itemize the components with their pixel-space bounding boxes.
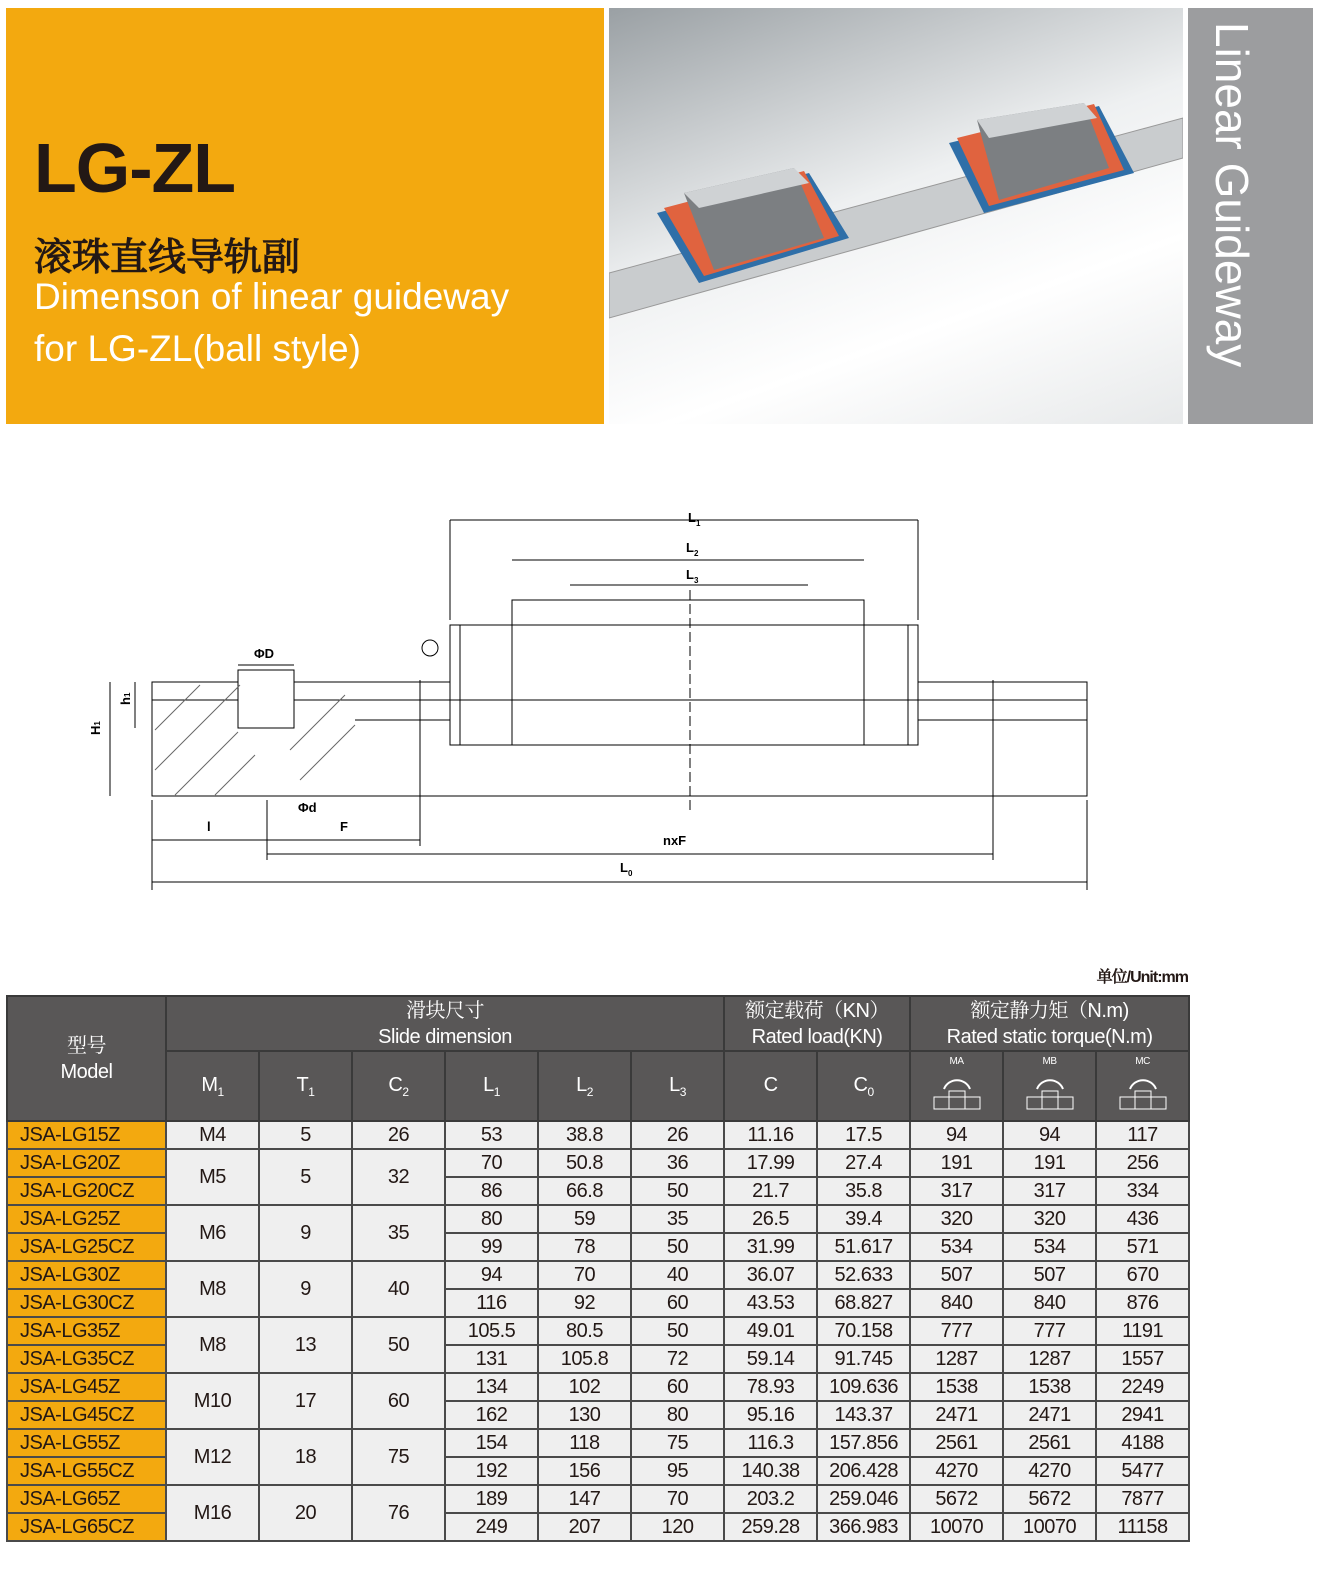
table-row [7,1485,1189,1513]
mb-cell: 2561 [1003,1429,1096,1457]
rated-load-header: 额定载荷（KN） Rated load(KN) [724,996,910,1051]
column-header-MC [1096,1051,1189,1121]
ma-cell: 2561 [910,1429,1003,1457]
mb-cell: 94 [1003,1121,1096,1149]
mc-cell: 7877 [1096,1485,1189,1513]
ma-cell: 1538 [910,1373,1003,1401]
ma-cell: 840 [910,1289,1003,1317]
c0-cell: 27.4 [817,1149,910,1177]
mc-cell: 571 [1096,1233,1189,1261]
mb-cell: 2471 [1003,1401,1096,1429]
c0-cell: 35.8 [817,1177,910,1205]
m1-cell: M4 [166,1121,259,1149]
mb-cell: 317 [1003,1177,1096,1205]
l2-cell: 66.8 [538,1177,631,1205]
c-cell: 78.93 [724,1373,817,1401]
t1-cell: 17 [259,1373,352,1429]
l1-cell: 162 [445,1401,538,1429]
model-cell: JSA-LG55CZ [7,1457,166,1485]
c-cell: 59.14 [724,1345,817,1373]
mb-cell: 1538 [1003,1373,1096,1401]
model-cell: JSA-LG45Z [7,1373,166,1401]
c2-cell: 50 [352,1317,445,1373]
t1-cell: 5 [259,1149,352,1205]
c2-cell: 32 [352,1149,445,1205]
c-cell: 43.53 [724,1289,817,1317]
l1-cell: 105.5 [445,1317,538,1345]
c0-cell: 70.158 [817,1317,910,1345]
c2-cell: 35 [352,1205,445,1261]
l3-cell: 120 [631,1513,724,1541]
c2-cell: 26 [352,1121,445,1149]
mb-cell: 840 [1003,1289,1096,1317]
l3-cell: 60 [631,1289,724,1317]
l1-cell: 86 [445,1177,538,1205]
m1-cell: M5 [166,1149,259,1205]
column-header-C: C [724,1051,817,1121]
column-header-T1: $T_1$ [259,1051,352,1121]
l3-cell: 50 [631,1177,724,1205]
column-header-L3: $L_3$ [631,1051,724,1121]
l3-cell: 50 [631,1317,724,1345]
l2-cell: 50.8 [538,1149,631,1177]
mb-cell: 191 [1003,1149,1096,1177]
model-cell: JSA-LG35Z [7,1317,166,1345]
m1-cell: M8 [166,1261,259,1317]
model-header: 型号 Model [7,996,166,1121]
ma-cell: 320 [910,1205,1003,1233]
l3-cell: 36 [631,1149,724,1177]
l1-cell: 99 [445,1233,538,1261]
mc-cell: 334 [1096,1177,1189,1205]
c0-cell: 259.046 [817,1485,910,1513]
l2-cell: 156 [538,1457,631,1485]
unit-label: 单位/Unit:mm [1096,969,1188,986]
table-row [7,1149,1189,1177]
mc-cell: 4188 [1096,1429,1189,1457]
table-row [7,1429,1189,1457]
label-h1: h1 [118,692,133,705]
label-L2: $L_2$ [686,540,699,558]
ma-cell: 5672 [910,1485,1003,1513]
l3-cell: 70 [631,1485,724,1513]
model-cell: JSA-LG25CZ [7,1233,166,1261]
c0-cell: 39.4 [817,1205,910,1233]
model-cell: JSA-LG20Z [7,1149,166,1177]
c2-cell: 76 [352,1485,445,1541]
label-nxF: nxF [663,833,687,848]
l1-cell: 94 [445,1261,538,1289]
column-header-L2: $L_2$ [538,1051,631,1121]
t1-cell: 18 [259,1429,352,1485]
dimension-drawing [0,480,1317,910]
mc-cell: 2941 [1096,1401,1189,1429]
torque-label: MC [1135,1055,1150,1067]
m1-cell: M16 [166,1485,259,1541]
l1-cell: 192 [445,1457,538,1485]
c0-cell: 157.856 [817,1429,910,1457]
mc-cell: 5477 [1096,1457,1189,1485]
m1-cell: M8 [166,1317,259,1373]
label-F: F [340,819,348,834]
ma-cell: 1287 [910,1345,1003,1373]
torque-direction-icon [1015,1067,1085,1111]
l2-cell: 130 [538,1401,631,1429]
c0-cell: 17.5 [817,1121,910,1149]
column-header-M1: $M_1$ [166,1051,259,1121]
model-cell: JSA-LG20CZ [7,1177,166,1205]
c-cell: 11.16 [724,1121,817,1149]
t1-cell: 9 [259,1261,352,1317]
torque-direction-icon [922,1067,992,1111]
l3-cell: 80 [631,1401,724,1429]
rated-torque-header: 额定静力矩（N.m) Rated static torque(N.m) [910,996,1189,1051]
torque-direction-icon [1108,1067,1178,1111]
subtitle-line1: Dimenson of linear guideway [34,276,510,317]
l1-cell: 134 [445,1373,538,1401]
torque-label: MB [1042,1055,1057,1067]
label-L0: $L_0$ [620,860,633,878]
mc-cell: 1557 [1096,1345,1189,1373]
model-cell: JSA-LG30CZ [7,1289,166,1317]
ma-cell: 777 [910,1317,1003,1345]
c-cell: 31.99 [724,1233,817,1261]
c-cell: 95.16 [724,1401,817,1429]
m1-cell: M10 [166,1373,259,1429]
l1-cell: 53 [445,1121,538,1149]
c-cell: 140.38 [724,1457,817,1485]
ma-cell: 507 [910,1261,1003,1289]
c0-cell: 366.983 [817,1513,910,1541]
l3-cell: 95 [631,1457,724,1485]
mb-cell: 320 [1003,1205,1096,1233]
model-cell: JSA-LG45CZ [7,1401,166,1429]
title-banner [6,8,604,424]
model-cell: JSA-LG30Z [7,1261,166,1289]
mb-cell: 507 [1003,1261,1096,1289]
c0-cell: 52.633 [817,1261,910,1289]
l3-cell: 35 [631,1205,724,1233]
l1-cell: 116 [445,1289,538,1317]
mb-cell: 10070 [1003,1513,1096,1541]
mc-cell: 2249 [1096,1373,1189,1401]
guideway-illustration [609,8,1183,424]
mc-cell: 436 [1096,1205,1189,1233]
c2-cell: 60 [352,1373,445,1429]
ma-cell: 191 [910,1149,1003,1177]
torque-label: MA [949,1055,964,1067]
l2-cell: 105.8 [538,1345,631,1373]
c0-cell: 143.37 [817,1401,910,1429]
model-cell: JSA-LG25Z [7,1205,166,1233]
c0-cell: 206.428 [817,1457,910,1485]
l1-cell: 131 [445,1345,538,1373]
side-label: Linear Guideway [1206,22,1258,368]
model-cell: JSA-LG65CZ [7,1513,166,1541]
c-cell: 116.3 [724,1429,817,1457]
l2-cell: 59 [538,1205,631,1233]
model-cell: JSA-LG65Z [7,1485,166,1513]
column-header-C0: $C_0$ [817,1051,910,1121]
l2-cell: 80.5 [538,1317,631,1345]
mb-cell: 777 [1003,1317,1096,1345]
l2-cell: 207 [538,1513,631,1541]
l1-cell: 189 [445,1485,538,1513]
model-cell: JSA-LG55Z [7,1429,166,1457]
c-cell: 21.7 [724,1177,817,1205]
l2-cell: 92 [538,1289,631,1317]
l3-cell: 50 [631,1233,724,1261]
l2-cell: 78 [538,1233,631,1261]
l1-cell: 80 [445,1205,538,1233]
label-L1: $L_1$ [688,510,701,528]
m1-cell: M6 [166,1205,259,1261]
column-header-C2: $C_2$ [352,1051,445,1121]
l2-cell: 38.8 [538,1121,631,1149]
c-cell: 26.5 [724,1205,817,1233]
ma-cell: 10070 [910,1513,1003,1541]
label-phiD: ΦD [254,646,275,661]
table-row [7,1317,1189,1345]
l1-cell: 249 [445,1513,538,1541]
label-l: l [207,819,211,834]
ma-cell: 94 [910,1121,1003,1149]
l2-cell: 70 [538,1261,631,1289]
column-header-MB [1003,1051,1096,1121]
l1-cell: 154 [445,1429,538,1457]
l1-cell: 70 [445,1149,538,1177]
l2-cell: 102 [538,1373,631,1401]
column-header-MA [910,1051,1003,1121]
l3-cell: 75 [631,1429,724,1457]
c-cell: 17.99 [724,1149,817,1177]
mb-cell: 1287 [1003,1345,1096,1373]
c-cell: 36.07 [724,1261,817,1289]
mb-cell: 4270 [1003,1457,1096,1485]
table-row [7,1121,1189,1149]
c0-cell: 109.636 [817,1373,910,1401]
t1-cell: 9 [259,1205,352,1261]
mb-cell: 5672 [1003,1485,1096,1513]
label-H1: H1 [88,721,103,735]
m1-cell: M12 [166,1429,259,1485]
table-row [7,1373,1189,1401]
mc-cell: 117 [1096,1121,1189,1149]
c0-cell: 51.617 [817,1233,910,1261]
model-cell: JSA-LG35CZ [7,1345,166,1373]
ma-cell: 4270 [910,1457,1003,1485]
l3-cell: 72 [631,1345,724,1373]
spec-table [6,995,1190,1542]
l3-cell: 26 [631,1121,724,1149]
label-L3: $L_3$ [686,567,699,585]
label-phid: Φd [298,800,317,815]
c2-cell: 75 [352,1429,445,1485]
slider-block-right [949,103,1134,213]
c-cell: 203.2 [724,1485,817,1513]
column-header-L1: $L_1$ [445,1051,538,1121]
mc-cell: 670 [1096,1261,1189,1289]
block-body [450,625,918,745]
l2-cell: 147 [538,1485,631,1513]
block-top [512,600,864,625]
mb-cell: 534 [1003,1233,1096,1261]
l3-cell: 40 [631,1261,724,1289]
table-row [7,1261,1189,1289]
slide-dimension-header: 滑块尺寸 Slide dimension [166,996,724,1051]
c-cell: 49.01 [724,1317,817,1345]
product-title: LG-ZL [34,129,236,207]
t1-cell: 5 [259,1121,352,1149]
mc-cell: 876 [1096,1289,1189,1317]
table-row [7,1205,1189,1233]
product-title-cn: 滚珠直线导轨副 [34,235,301,279]
subtitle-line2: for LG-ZL(ball style) [34,328,361,369]
grease-nipple [422,640,438,656]
l3-cell: 60 [631,1373,724,1401]
t1-cell: 13 [259,1317,352,1373]
ma-cell: 534 [910,1233,1003,1261]
c0-cell: 68.827 [817,1289,910,1317]
c0-cell: 91.745 [817,1345,910,1373]
mc-cell: 11158 [1096,1513,1189,1541]
c2-cell: 40 [352,1261,445,1317]
ma-cell: 317 [910,1177,1003,1205]
c-cell: 259.28 [724,1513,817,1541]
mc-cell: 256 [1096,1149,1189,1177]
l2-cell: 118 [538,1429,631,1457]
mc-cell: 1191 [1096,1317,1189,1345]
product-photo [609,8,1183,424]
model-cell: JSA-LG15Z [7,1121,166,1149]
ma-cell: 2471 [910,1401,1003,1429]
t1-cell: 20 [259,1485,352,1541]
